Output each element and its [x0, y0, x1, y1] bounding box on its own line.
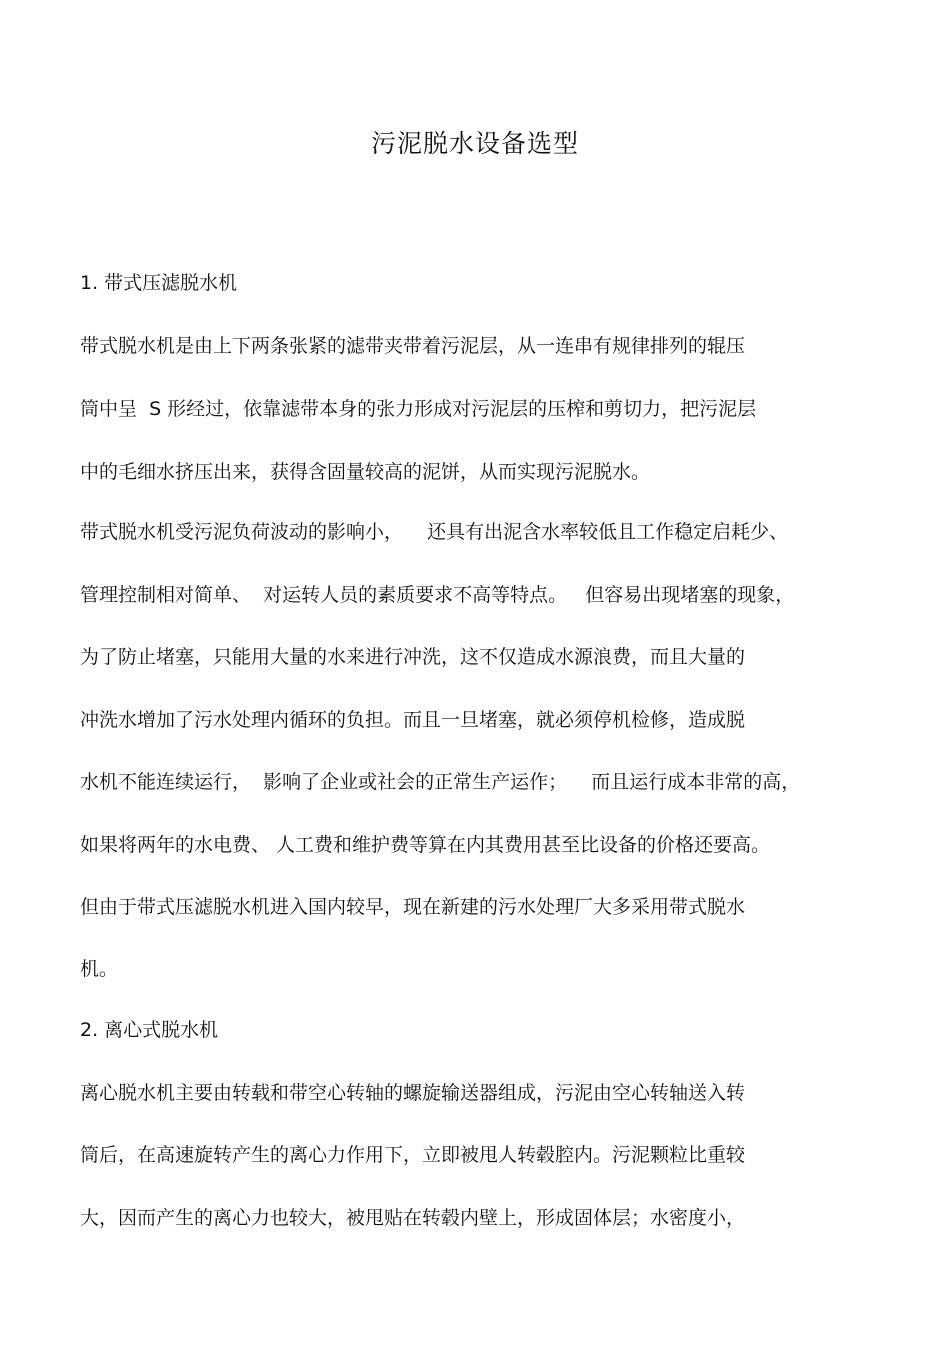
- page-title: 污泥脱水设备选型: [370, 129, 579, 158]
- paragraph-line: 筒中呈 S 形经过，依靠滤带本身的张力形成对污泥层的压榨和剪切力，把污泥层: [80, 398, 757, 420]
- paragraph-line: 冲洗水增加了污水处理内循环的负担。而且一旦堵塞，就必须停机检修，造成脱: [80, 709, 746, 731]
- paragraph-line: 中的毛细水挤压出来，获得含固量较高的泥饼，从而实现污泥脱水。: [80, 461, 651, 483]
- paragraph-line: 为了防止堵塞，只能用大量的水来进行冲洗，这不仅造成水源浪费，而且大量的: [80, 646, 746, 668]
- paragraph-line: 带式脱水机受污泥负荷波动的影响小， 还具有出泥含水率较低且工作稳定启耗少、: [80, 521, 789, 543]
- paragraph-line: 离心脱水机主要由转载和带空心转轴的螺旋输送器组成，污泥由空心转轴送入转: [80, 1082, 746, 1104]
- paragraph-line: 水机不能连续运行， 影响了企业或社会的正常生产运作； 而且运行成本非常的高，: [80, 771, 801, 793]
- paragraph-line: 大，因而产生的离心力也较大，被甩贴在转毂内壁上，形成固体层；水密度小，: [80, 1207, 746, 1229]
- paragraph-line: 筒后，在高速旋转产生的离心力作用下，立即被甩人转毂腔内。污泥颗粒比重较: [80, 1144, 746, 1166]
- paragraph-line: 如果将两年的水电费、 人工费和维护费等算在内其费用甚至比设备的价格还要高。: [80, 834, 771, 856]
- paragraph-line: 管理控制相对简单、 对运转人员的素质要求不高等特点。 但容易出现堵塞的现象，: [80, 584, 795, 606]
- section-heading: 2. 离心式脱水机: [80, 1019, 219, 1041]
- section-heading: 1. 带式压滤脱水机: [80, 272, 238, 294]
- paragraph-line: 带式脱水机是由上下两条张紧的滤带夹带着污泥层，从一连串有规律排列的辊压: [80, 335, 746, 357]
- paragraph-line: 但由于带式压滤脱水机进入国内较早，现在新建的污水处理厂大多采用带式脱水: [80, 896, 746, 918]
- paragraph-line: 机。: [80, 958, 119, 980]
